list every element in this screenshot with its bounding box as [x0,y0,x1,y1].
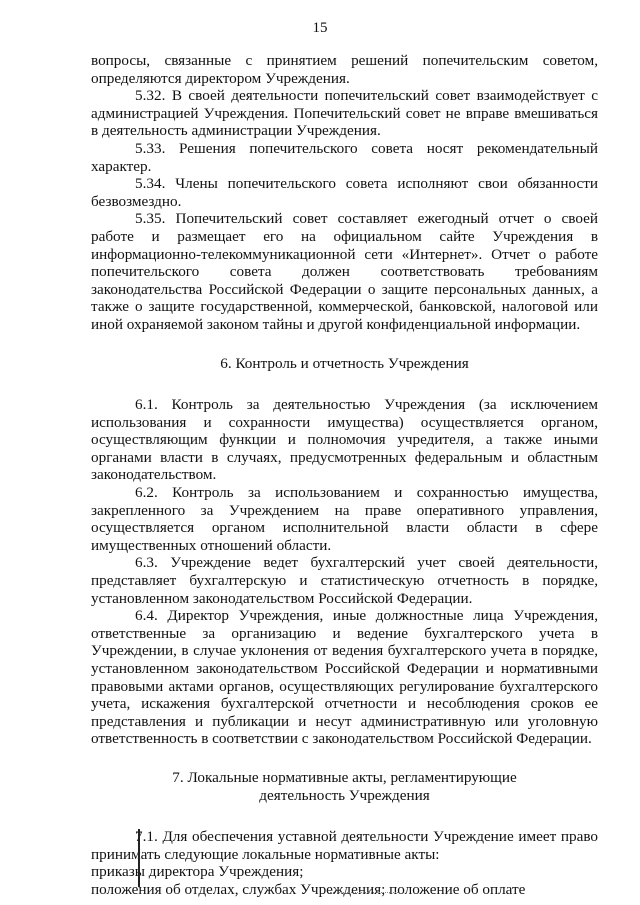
section-7-heading-line2: деятельность Учреждения [259,786,430,804]
paragraph-5-34: 5.34. Члены попечительского совета исполняют свои обязанности безвозмездно. [91,175,598,210]
document-body [91,52,598,899]
paragraph-6-1: 6.1. Контроль за деятельностью Учреждения (за исключением использования и сохранности имущества) осуществляется органом, осуществляющим функции и полномочия учредителя, а также иными органами власти в случаях, предусмотренных федеральным и областным законодательством. [91,396,598,484]
page-number: 15 [312,20,328,36]
paragraph-6-2: 6.2. Контроль за использованием и сохранностью имущества, закрепленного за Учреждением на праве оперативного управления, осуществляется органом исполнительной власти области в сфере имущественных отношений области. [91,484,598,554]
section-7-heading-line1: 7. Локальные нормативные акты, регламентирующие [172,768,517,786]
paragraph-5-35: 5.35. Попечительский совет составляет ежегодный отчет о своей работе и размещает его на официальном сайте Учреждения в информационно-телекоммуникационной сети «Интернет». Отчет о работе попечительского совета должен соответствовать требованиям законодательства Российской Федерации о защите персональных данных, а также о защите государственной, коммерческой, банковской, налоговой или иной охраняемой законом тайны и другой конфиденциальной информации. [91,210,598,333]
paragraph-6-3: 6.3. Учреждение ведет бухгалтерский учет своей деятельности, представляет бухгалтерскую и статистическую отчетность в порядке, установленном законодательством Российской Федерации. [91,554,598,607]
section-6-heading: 6. Контроль и отчетность Учреждения [220,354,469,372]
paragraph-5-33: 5.33. Решения попечительского совета носят рекомендательный характер. [91,139,598,175]
list-item: положения об отделах, службах Учреждения; положение об оплате [91,880,526,898]
list-item: приказы директора Учреждения; [91,863,304,881]
scan-artifact [330,892,400,895]
paragraph-6-4: 6.4. Директор Учреждения, иные должностные лица Учреждения, ответственные за организацию и ведение бухгалтерского учета в Учреждении, в случае уклонения от ведения бухгалтерского учета в порядке, установленном законодательством Российской Федерации и нормативными правовыми актами органов, осуществляющих регулирование бухгалтерского учета, искажения бухгалтерской отчетности и несоблюдения сроков ее представления и публикации и несут административную или уголовную ответственность в соответствии с законодательством Российской Федерации. [91,607,598,748]
paragraph-5-32: 5.32. В своей деятельности попечительский совет взаимодействует с администрацией Учреждения. Попечительский совет не вправе вмешиваться в деятельность администрации Учреждения. [91,87,598,140]
paragraph-continuation: вопросы, связанные с принятием решений попечительским советом, определяются директором Учреждения. [91,52,598,87]
paragraph-7-1: 7.1. Для обеспечения уставной деятельности Учреждение имеет право принимать следующие локальные нормативные акты: [91,828,598,863]
margin-bracket-mark [138,829,143,887]
